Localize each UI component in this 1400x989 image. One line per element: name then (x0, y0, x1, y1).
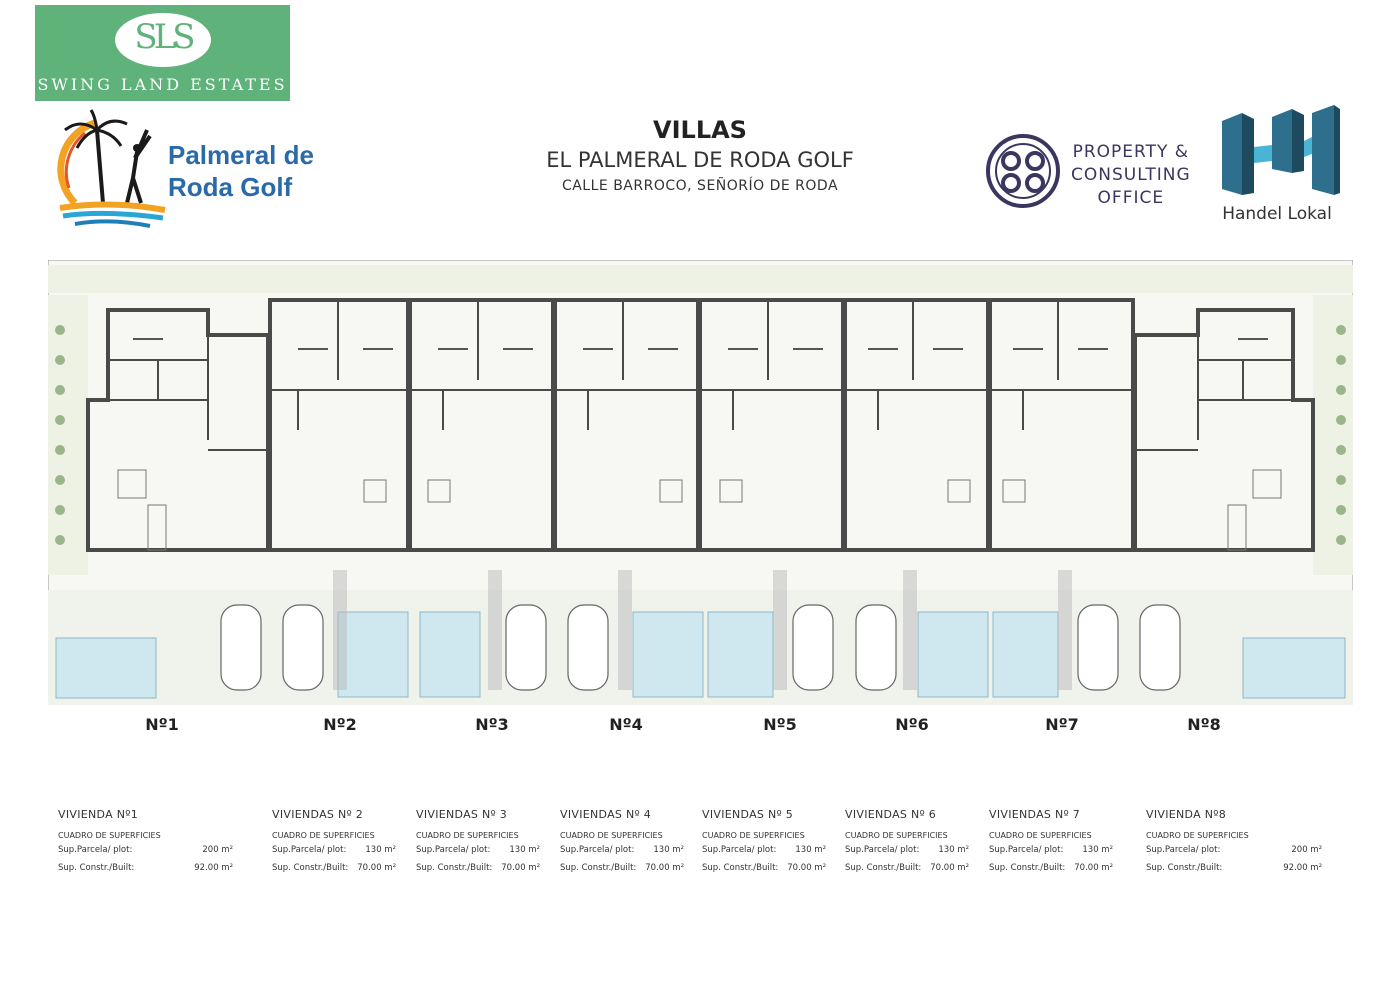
built-value: 70.00 m² (1074, 863, 1113, 873)
built-row (58, 863, 233, 881)
unit-table-1 (58, 808, 233, 881)
unit-number-1: Nº1 (145, 715, 179, 734)
property-office-line1: PROPERTY & (1072, 142, 1190, 162)
unit-table-6 (845, 808, 969, 881)
plot-row (989, 845, 1113, 863)
plot-row (845, 845, 969, 863)
unit-table-subtitle: CUADRO DE SUPERFICIES (560, 831, 663, 840)
plot-value: 130 m² (653, 845, 684, 855)
built-row (989, 863, 1113, 881)
unit-table-7 (989, 808, 1113, 881)
unit-table-title: VIVIENDAS Nº 3 (416, 808, 508, 821)
plot-label: Sup.Parcela/ plot: (560, 845, 635, 855)
built-row (272, 863, 396, 881)
plot-label: Sup.Parcela/ plot: (272, 845, 347, 855)
unit-table-subtitle: CUADRO DE SUPERFICIES (845, 831, 948, 840)
built-value: 70.00 m² (357, 863, 396, 873)
unit-table-3 (416, 808, 540, 881)
unit-table-title: VIVIENDAS Nº 2 (272, 808, 364, 821)
plot-value: 130 m² (938, 845, 969, 855)
built-value: 92.00 m² (1283, 863, 1322, 873)
unit-table-title: VIVIENDA Nº8 (1146, 808, 1227, 821)
built-row (1146, 863, 1322, 881)
swing-land-logo (35, 5, 290, 101)
plot-label: Sup.Parcela/ plot: (416, 845, 491, 855)
built-label: Sup. Constr./Built: (702, 863, 779, 873)
built-label: Sup. Constr./Built: (989, 863, 1066, 873)
built-value: 70.00 m² (501, 863, 540, 873)
unit-table-subtitle: CUADRO DE SUPERFICIES (272, 831, 375, 840)
property-office-line2: CONSULTING (1071, 165, 1191, 185)
handel-lokal-logo (1212, 103, 1342, 228)
page-title: VILLAS (653, 116, 747, 144)
property-office-emblem-icon (985, 133, 1065, 213)
floor-plan (48, 260, 1353, 705)
plot-row (702, 845, 826, 863)
unit-number-7: Nº7 (1045, 715, 1079, 734)
plot-label: Sup.Parcela/ plot: (1146, 845, 1221, 855)
plot-label: Sup.Parcela/ plot: (702, 845, 777, 855)
property-office-wordmark (1071, 141, 1191, 210)
built-label: Sup. Constr./Built: (560, 863, 637, 873)
built-value: 92.00 m² (194, 863, 233, 873)
palm-golfer-icon (55, 108, 167, 233)
floor-plan-drawing (48, 260, 1353, 705)
unit-table-4 (560, 808, 684, 881)
unit-table-subtitle: CUADRO DE SUPERFICIES (702, 831, 805, 840)
plot-value: 130 m² (1082, 845, 1113, 855)
plot-label: Sup.Parcela/ plot: (989, 845, 1064, 855)
unit-number-3: Nº3 (475, 715, 509, 734)
plot-row (58, 845, 233, 863)
plot-value: 130 m² (365, 845, 396, 855)
plot-row (560, 845, 684, 863)
unit-number-4: Nº4 (609, 715, 643, 734)
plot-label: Sup.Parcela/ plot: (845, 845, 920, 855)
swing-land-wordmark: SWING LAND ESTATES (37, 75, 288, 94)
handel-wordmark: Handel Lokal (1222, 204, 1332, 224)
unit-table-subtitle: CUADRO DE SUPERFICIES (1146, 831, 1249, 840)
built-row (416, 863, 540, 881)
handel-hh-icon (1212, 103, 1342, 203)
unit-table-title: VIVIENDAS Nº 7 (989, 808, 1081, 821)
palmeral-line1: Palmeral de (168, 140, 314, 170)
built-row (560, 863, 684, 881)
unit-number-5: Nº5 (763, 715, 797, 734)
plot-value: 200 m² (1291, 845, 1322, 855)
built-row (702, 863, 826, 881)
unit-table-title: VIVIENDAS Nº 5 (702, 808, 794, 821)
palmeral-line2: Roda Golf (168, 172, 293, 202)
plot-label: Sup.Parcela/ plot: (58, 845, 133, 855)
page-subtitle: EL PALMERAL DE RODA GOLF (546, 148, 854, 172)
swing-land-monogram-icon: SLS (134, 17, 192, 57)
palmeral-logo (55, 108, 315, 233)
built-value: 70.00 m² (645, 863, 684, 873)
built-label: Sup. Constr./Built: (1146, 863, 1223, 873)
unit-number-6: Nº6 (895, 715, 929, 734)
built-row (845, 863, 969, 881)
built-value: 70.00 m² (787, 863, 826, 873)
plot-value: 200 m² (202, 845, 233, 855)
unit-table-5 (702, 808, 826, 881)
unit-table-subtitle: CUADRO DE SUPERFICIES (58, 831, 161, 840)
unit-table-title: VIVIENDA Nº1 (58, 808, 139, 821)
built-label: Sup. Constr./Built: (58, 863, 135, 873)
unit-table-title: VIVIENDAS Nº 4 (560, 808, 652, 821)
plot-value: 130 m² (509, 845, 540, 855)
unit-table-8 (1146, 808, 1322, 881)
built-label: Sup. Constr./Built: (845, 863, 922, 873)
plot-row (272, 845, 396, 863)
unit-number-2: Nº2 (323, 715, 357, 734)
page-address: CALLE BARROCO, SEÑORÍO DE RODA (561, 178, 839, 194)
unit-number-8: Nº8 (1187, 715, 1221, 734)
unit-table-title: VIVIENDAS Nº 6 (845, 808, 937, 821)
plot-row (1146, 845, 1322, 863)
plot-value: 130 m² (795, 845, 826, 855)
unit-table-subtitle: CUADRO DE SUPERFICIES (416, 831, 519, 840)
property-office-line3: OFFICE (1097, 188, 1165, 208)
built-value: 70.00 m² (930, 863, 969, 873)
plot-row (416, 845, 540, 863)
built-label: Sup. Constr./Built: (416, 863, 493, 873)
unit-table-2 (272, 808, 396, 881)
property-office-logo (985, 133, 1190, 213)
built-label: Sup. Constr./Built: (272, 863, 349, 873)
unit-table-subtitle: CUADRO DE SUPERFICIES (989, 831, 1092, 840)
